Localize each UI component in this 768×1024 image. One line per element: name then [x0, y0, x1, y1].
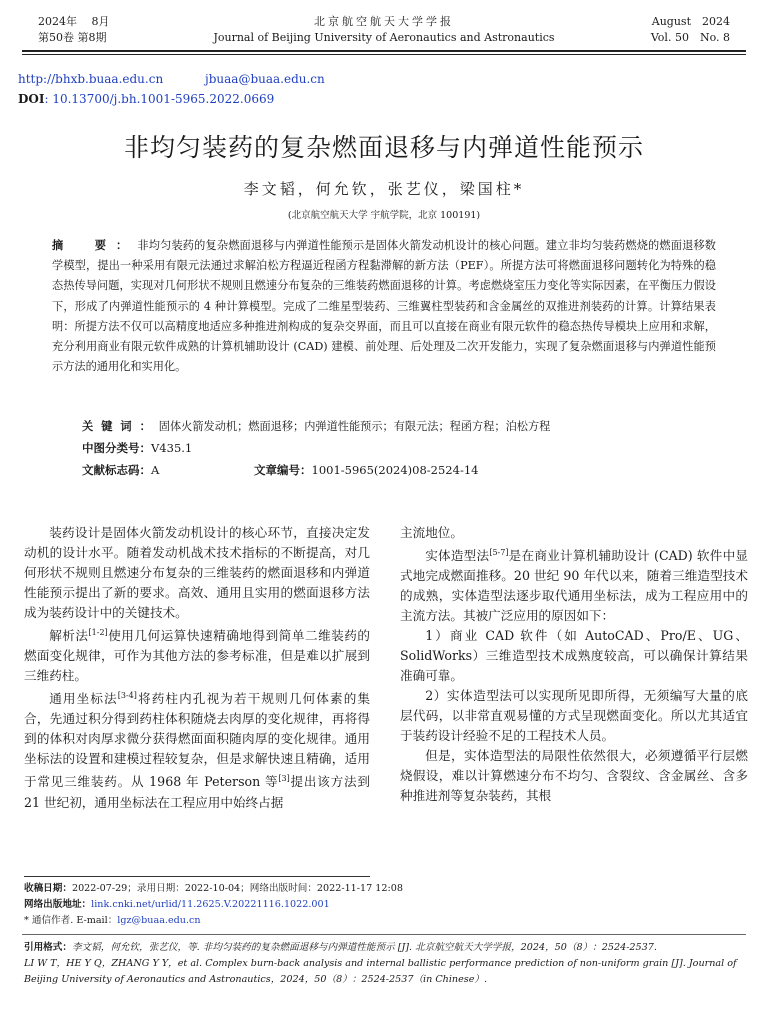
article-number: [254, 462, 478, 478]
citation-ref[interactable]: [1-2]: [88, 628, 108, 637]
abstract-text: 非均匀装药的复杂燃面退移与内弹道性能预示是固体火箭发动机设计的核心问题。建立非均匀装药燃烧的燃面退移数学模型，提出一种采用有限元法通过求解泊松方程逼近程函方程黏滞解的新方法（PEF）。所提方法可将燃面退移问题转化为特殊的稳态热传导问题，实现对几何形状不规则且燃速分布复杂的三维装药燃面退移的计算。考虑燃烧室压力变化等实际因素，在平衡压力假设下，形成了内弹道性能预示的 4 种计算模型。完成了二维星型装药、三维翼柱型装药和含金属丝的双推进剂装药的计算。计算结果表明：所提方法不仅可以高精度地适应多种推进剂构成的复杂交界面，而且可以直接在商业有限元软件的稳态热传导模块上应用和求解，充分利用商业有限元软件成熟的计算机辅助设计 (CAD) 建模、前处理、后处理及二次开发能力，实现了复杂燃面退移与内弹道性能预示方法的通用化和实用化。: [52, 239, 716, 374]
body-column-right: [400, 523, 748, 806]
footnote-dates-label: 收稿日期：: [24, 883, 72, 894]
journal-name-cn: 北京航空航天大学学报: [314, 15, 454, 28]
header-right: [651, 14, 730, 46]
article-number-label: 文章编号：: [254, 463, 312, 477]
corresponding-email-link[interactable]: lgz@buaa.edu.cn: [117, 915, 201, 926]
header-volume-cn: 第50卷 第8期: [38, 31, 107, 44]
footnote-url-label: 网络出版地址：: [24, 899, 92, 910]
classification: [82, 440, 192, 456]
abstract: [52, 235, 716, 377]
body-paragraph: 主流地位。: [400, 525, 463, 540]
journal-name-en: Journal of Beijing University of Aeronautics and Astronautics: [213, 31, 555, 44]
body-column-left: [24, 523, 370, 813]
document-code-value: A: [151, 463, 160, 477]
body-text: 提出该方法到 21 世纪初，通用坐标法在工程应用中始终占据: [24, 774, 370, 810]
footnote: [24, 881, 403, 929]
journal-site-link[interactable]: http://bhxb.buaa.edu.cn: [18, 72, 164, 86]
doi-line: [18, 92, 274, 106]
article-number-value: 1001-5965(2024)08-2524-14: [311, 463, 479, 477]
header-rule-thick: [22, 50, 746, 52]
document-code-label: 文献标志码：: [82, 463, 151, 477]
journal-links: [18, 72, 363, 86]
header-volume-en: Vol. 50 No. 8: [650, 31, 730, 44]
header-center: [38, 14, 730, 46]
document-identifiers: [82, 462, 716, 478]
classification-value: V435.1: [151, 441, 193, 455]
citation-label: 引用格式：: [24, 942, 72, 953]
citation-format: [24, 940, 744, 988]
body-text: 使用几何运算快速精确地得到简单二维装药的燃面变化规律，可作为其他方法的参考标准，但是难以扩展到三维药柱。: [24, 628, 371, 684]
body-text: 解析法: [49, 628, 89, 644]
body-paragraph: 1）商业 CAD 软件（如 AutoCAD、Pro/E、UG、SolidWorks）三维造型技术成熟度较高，可以确保计算结果准确可靠。: [400, 628, 748, 684]
header-date-cn: 2024年 8月: [38, 15, 110, 28]
header-rule-thin: [22, 54, 746, 55]
body-paragraph: [24, 686, 370, 812]
body-text: 是在商业计算机辅助设计 (CAD) 软件中显式地完成燃面推移。20 世纪 90 年代以来，随着三维造型技术的成熟，实体造型法逐步取代通用坐标法，成为工程应用中的主流方法。其被广泛应用的原因如下：: [400, 548, 748, 624]
body-text: 实体造型法: [425, 548, 490, 564]
footnote-rule: [24, 876, 370, 877]
body-text: 将药柱内孔视为若干规则几何体素的集合，先通过积分得到药柱体积随烧去肉厚的变化规律，再将得到的体积对肉厚求微分获得燃面面积随肉厚的变化规律。通用坐标法的设置和建模过程较复杂，但是求解快速且精确，适用于常见三维装药。从 1968 年 Peterson 等: [24, 691, 371, 790]
citation-cn-text: 李文韬，何允钦，张艺仪，等. 非均匀装药的复杂燃面退移与内弹道性能预示 [J]. 北京航空航天大学学报，2024，50（8）：2524-2537.: [71, 942, 657, 953]
running-header: [38, 14, 730, 50]
citation-ref[interactable]: [3-4]: [117, 691, 137, 701]
online-publication-link[interactable]: link.cnki.net/urlid/11.2625.V.20221116.1022.001: [91, 899, 330, 910]
author-list: 李文韬，何允钦，张艺仪，梁国柱*: [243, 180, 525, 198]
classification-label: 中图分类号：: [82, 441, 151, 455]
body-paragraph: 2）实体造型法可以实现所见即所得，无须编写大量的底层代码，以非常直观易懂的方式呈现燃面变化。所以尤其适宜于装药设计经验不足的工程技术人员。: [400, 688, 748, 744]
citation-ref[interactable]: [3]: [278, 774, 290, 784]
footnote-url: [24, 897, 403, 913]
footnote-dates-value: 2022-07-29；录用日期：2022-10-04；网络出版时间：2022-11-17 12:08: [71, 883, 403, 894]
corresponding-author-label: * 通信作者. E-mail：: [24, 915, 118, 926]
citation-en: LI W T，HE Y Q，ZHANG Y Y，et al. Complex burn-back analysis and internal ballistic performance prediction of non-uniform grain [J]. Journal of Beijing University of Aeronautics and Astronautics，2024，50（8）：2524-2537（in Chinese）.: [24, 958, 737, 985]
citation-rule: [22, 934, 746, 935]
body-text: 通用坐标法: [49, 691, 118, 707]
paper-title: 非均匀装药的复杂燃面退移与内弹道性能预示: [123, 133, 644, 162]
footnote-dates: [24, 881, 403, 897]
affiliation: (北京航空航天大学 宇航学院，北京 100191): [287, 210, 481, 221]
body-paragraph: [24, 623, 370, 686]
keywords-text: 固体火箭发动机；燃面退移；内弹道性能预示；有限元法；程函方程；泊松方程: [158, 420, 551, 433]
doi-label: DOI: [18, 92, 45, 106]
keywords: [82, 418, 716, 434]
footnote-corresponding: [24, 913, 403, 929]
keywords-label: 关键词：: [82, 419, 159, 433]
citation-cn: [24, 940, 744, 956]
doi-link[interactable]: : 10.13700/j.bh.1001-5965.2022.0669: [44, 92, 275, 106]
body-paragraph: 装药设计是固体火箭发动机设计的核心环节，直接决定发动机的设计水平。随着发动机战术技术指标的不断提高，对几何形状不规则且燃速分布复杂的三维装药的燃面退移和内弹道性能预示提出了新的要求。高效、通用且实用的燃面退移方法成为装药设计中的关键技术。: [24, 525, 370, 620]
header-date-en: August 2024: [651, 15, 730, 28]
journal-email-link[interactable]: jbuaa@buaa.edu.cn: [205, 72, 325, 86]
abstract-label: 摘 要：: [52, 238, 138, 252]
body-paragraph: [400, 543, 748, 626]
body-paragraph: 但是，实体造型法的局限性依然很大，必须遵循平行层燃烧假设，难以计算燃速分布不均匀、含裂纹、含金属丝、含多种推进剂等复杂装药，其根: [400, 748, 748, 804]
citation-ref[interactable]: [5-7]: [489, 548, 509, 557]
